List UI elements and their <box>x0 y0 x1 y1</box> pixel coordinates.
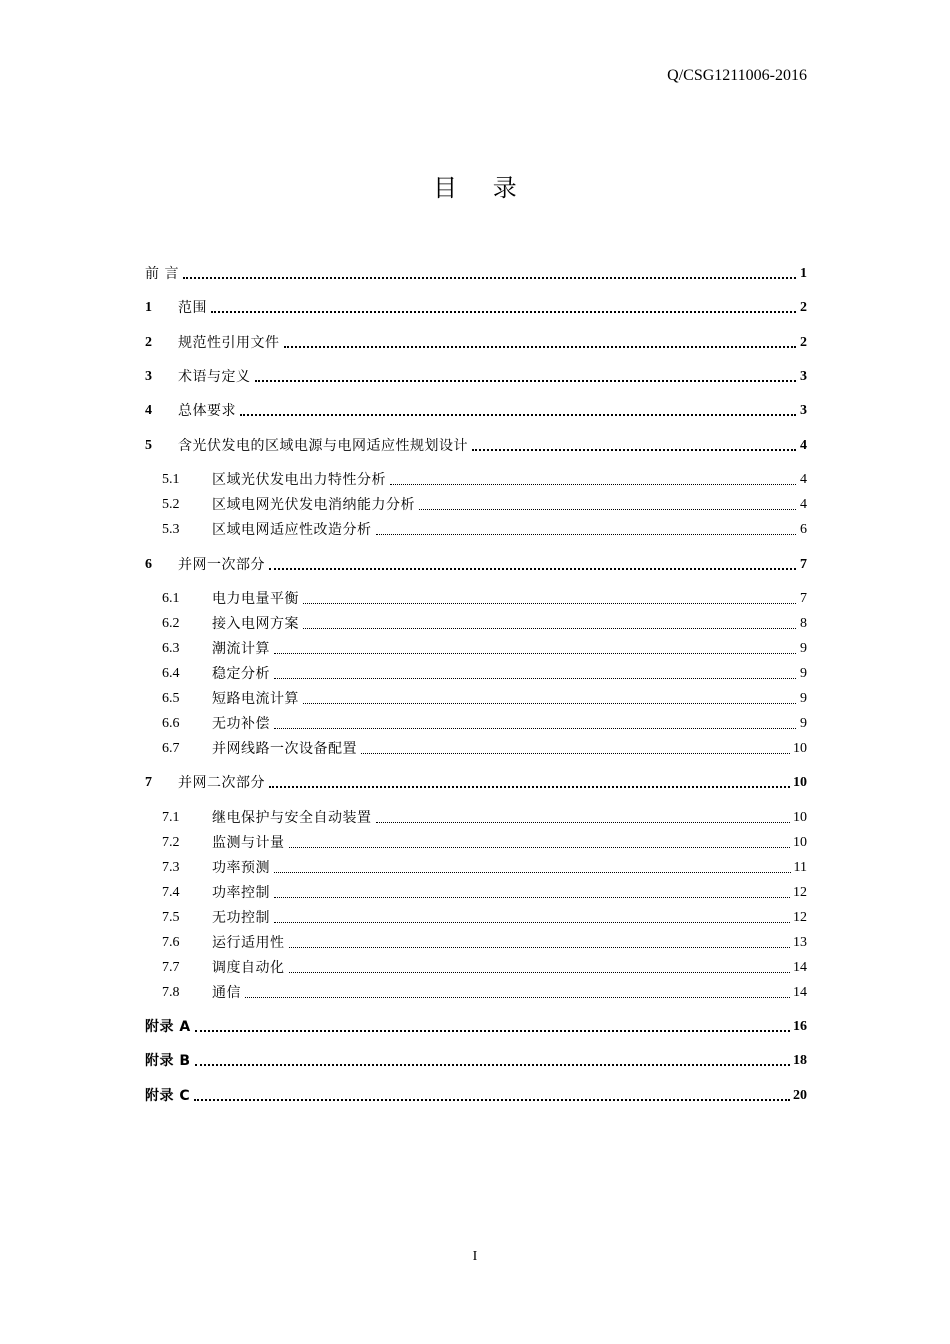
toc-entry-page: 10 <box>793 775 807 790</box>
dot-leader <box>284 346 797 348</box>
toc-entry-title: 并网二次部分 <box>178 775 265 791</box>
toc-entry-page: 12 <box>793 885 807 900</box>
dot-leader <box>289 947 791 948</box>
toc-entry-page: 14 <box>793 985 807 1000</box>
toc-entry-title: 接入电网方案 <box>212 616 299 632</box>
toc-entry-number: 7 <box>145 775 152 790</box>
toc-entry-title: 规范性引用文件 <box>178 335 280 351</box>
dot-leader <box>274 728 796 729</box>
toc-entry-number: 6.4 <box>162 666 180 681</box>
toc-entry[interactable] <box>162 908 807 928</box>
toc-entry-title: 通信 <box>212 985 241 1001</box>
toc-entry-title: 术语与定义 <box>178 369 251 385</box>
toc-entry-page: 3 <box>800 369 807 384</box>
toc-entry-number: 6.7 <box>162 741 180 756</box>
toc-entry-number: 6.6 <box>162 716 180 731</box>
dot-leader <box>211 311 796 313</box>
toc-entry-page: 12 <box>793 910 807 925</box>
page-number: I <box>472 1249 478 1264</box>
toc-entry[interactable] <box>145 401 807 421</box>
toc-entry-page: 9 <box>800 691 807 706</box>
toc-entry-page: 6 <box>800 522 807 537</box>
toc-entry-number: 7.7 <box>162 960 180 975</box>
toc-entry[interactable] <box>145 1051 807 1071</box>
toc-entry-number: 7.2 <box>162 835 180 850</box>
dot-leader <box>419 509 796 510</box>
page-title: 目 录 <box>433 174 531 202</box>
toc-entry-title: 短路电流计算 <box>212 691 299 707</box>
toc-entry[interactable] <box>145 436 807 456</box>
toc-entry[interactable] <box>145 367 807 387</box>
toc-entry[interactable] <box>145 333 807 353</box>
dot-leader <box>183 277 796 279</box>
toc-entry-title: 并网一次部分 <box>178 557 265 573</box>
dot-leader <box>274 922 790 923</box>
toc-entry[interactable] <box>162 689 807 709</box>
toc-entry[interactable] <box>162 808 807 828</box>
toc-entry-page: 2 <box>800 335 807 350</box>
toc-entry-number: 5.3 <box>162 522 180 537</box>
toc-entry[interactable] <box>162 664 807 684</box>
dot-leader <box>194 1099 790 1101</box>
toc-entry-title: 监测与计量 <box>212 835 285 851</box>
dot-leader <box>303 628 796 629</box>
toc-entry-title: 范围 <box>178 300 207 316</box>
toc-entry-page: 4 <box>800 497 807 512</box>
toc-entry-number: 6.3 <box>162 641 180 656</box>
toc-entry-number: 5.2 <box>162 497 180 512</box>
toc-entry-title: 区域光伏发电出力特性分析 <box>212 472 386 488</box>
toc-entry[interactable] <box>162 958 807 978</box>
toc-entry[interactable] <box>145 555 807 575</box>
toc-entry-number: 4 <box>145 403 152 418</box>
toc-entry-page: 10 <box>793 741 807 756</box>
toc-entry[interactable] <box>162 520 807 540</box>
toc-entry[interactable] <box>162 983 807 1003</box>
toc-entry[interactable] <box>145 1086 807 1106</box>
toc-entry-page: 8 <box>800 616 807 631</box>
toc-entry-page: 7 <box>800 557 807 572</box>
toc-entry[interactable] <box>162 933 807 953</box>
toc-entry-number: 5.1 <box>162 472 180 487</box>
dot-leader <box>195 1030 790 1032</box>
toc-entry-page: 4 <box>800 438 807 453</box>
toc-entry[interactable] <box>162 589 807 609</box>
dot-leader <box>245 997 790 998</box>
toc-entry-title: 区域电网适应性改造分析 <box>212 522 372 538</box>
toc-entry-title: 含光伏发电的区域电源与电网适应性规划设计 <box>178 438 468 454</box>
dot-leader <box>289 847 791 848</box>
toc-entry[interactable] <box>145 298 807 318</box>
toc-entry-page: 9 <box>800 716 807 731</box>
dot-leader <box>240 414 796 416</box>
toc-entry-title: 稳定分析 <box>212 666 270 682</box>
toc-entry-page: 1 <box>800 266 807 281</box>
toc-entry[interactable] <box>162 833 807 853</box>
toc-entry[interactable] <box>162 639 807 659</box>
toc-entry[interactable] <box>162 470 807 490</box>
toc-entry-number: 2 <box>145 335 152 350</box>
toc-entry-number: 5 <box>145 438 152 453</box>
toc-entry-page: 2 <box>800 300 807 315</box>
toc-entry-page: 7 <box>800 591 807 606</box>
dot-leader <box>274 678 796 679</box>
toc-entry-number: 6.1 <box>162 591 180 606</box>
toc-entry-number: 7.4 <box>162 885 180 900</box>
toc-entry-title: 潮流计算 <box>212 641 270 657</box>
toc-entry[interactable] <box>145 1017 807 1037</box>
toc-entry[interactable] <box>162 495 807 515</box>
toc-entry-page: 18 <box>793 1053 807 1068</box>
toc-entry-number: 1 <box>145 300 152 315</box>
toc-entry-number: 7.3 <box>162 860 180 875</box>
toc-entry-number: 6.5 <box>162 691 180 706</box>
toc-entry-title: 功率预测 <box>212 860 270 876</box>
dot-leader <box>376 534 797 535</box>
toc-entry[interactable] <box>162 714 807 734</box>
toc-entry-title: 并网线路一次设备配置 <box>212 741 357 757</box>
dot-leader <box>289 972 791 973</box>
toc-entry-page: 9 <box>800 641 807 656</box>
toc-entry-title: 无功补偿 <box>212 716 270 732</box>
toc-entry-number: 6.2 <box>162 616 180 631</box>
dot-leader <box>269 786 790 788</box>
toc-entry-title: 调度自动化 <box>212 960 285 976</box>
toc-entry-page: 10 <box>793 835 807 850</box>
toc-entry[interactable] <box>145 264 807 284</box>
toc-entry-title: 附录 A <box>145 1019 191 1035</box>
toc-entry[interactable] <box>162 883 807 903</box>
toc-entry-page: 4 <box>800 472 807 487</box>
dot-leader <box>255 380 797 382</box>
toc-entry[interactable] <box>162 739 807 759</box>
toc-entry-title: 功率控制 <box>212 885 270 901</box>
toc-entry[interactable] <box>162 614 807 634</box>
toc-entry-page: 3 <box>800 403 807 418</box>
toc-entry-title: 附录 B <box>145 1053 191 1069</box>
document-code: Q/CSG1211006-2016 <box>667 67 807 84</box>
toc-entry-number: 7.1 <box>162 810 180 825</box>
dot-leader <box>390 484 796 485</box>
toc-entry[interactable] <box>145 773 807 793</box>
toc-entry[interactable] <box>162 858 807 878</box>
toc-entry-number: 7.5 <box>162 910 180 925</box>
toc-entry-title: 无功控制 <box>212 910 270 926</box>
dot-leader <box>361 753 790 754</box>
toc-entry-page: 16 <box>793 1019 807 1034</box>
dot-leader <box>269 568 796 570</box>
toc-entry-number: 7.6 <box>162 935 180 950</box>
toc-entry-title: 总体要求 <box>178 403 236 419</box>
toc-entry-number: 3 <box>145 369 152 384</box>
toc-entry-title: 运行适用性 <box>212 935 285 951</box>
toc-entry-title: 继电保护与安全自动装置 <box>212 810 372 826</box>
dot-leader <box>472 449 796 451</box>
toc-entry-number: 6 <box>145 557 152 572</box>
toc-entry-page: 10 <box>793 810 807 825</box>
toc-entry-page: 11 <box>793 860 807 875</box>
dot-leader <box>303 603 796 604</box>
toc-entry-page: 9 <box>800 666 807 681</box>
toc-entry-title: 电力电量平衡 <box>212 591 299 607</box>
toc-entry-title: 附录 C <box>145 1088 191 1104</box>
toc-entry-page: 14 <box>793 960 807 975</box>
toc-entry-title: 区域电网光伏发电消纳能力分析 <box>212 497 415 513</box>
dot-leader <box>274 653 796 654</box>
toc-entry-number: 7.8 <box>162 985 180 1000</box>
dot-leader <box>195 1064 790 1066</box>
dot-leader <box>274 872 791 873</box>
toc-entry-title: 前 言 <box>145 266 179 282</box>
toc-entry-page: 13 <box>793 935 807 950</box>
dot-leader <box>274 897 790 898</box>
dot-leader <box>303 703 796 704</box>
dot-leader <box>376 822 791 823</box>
toc-entry-page: 20 <box>793 1088 807 1103</box>
